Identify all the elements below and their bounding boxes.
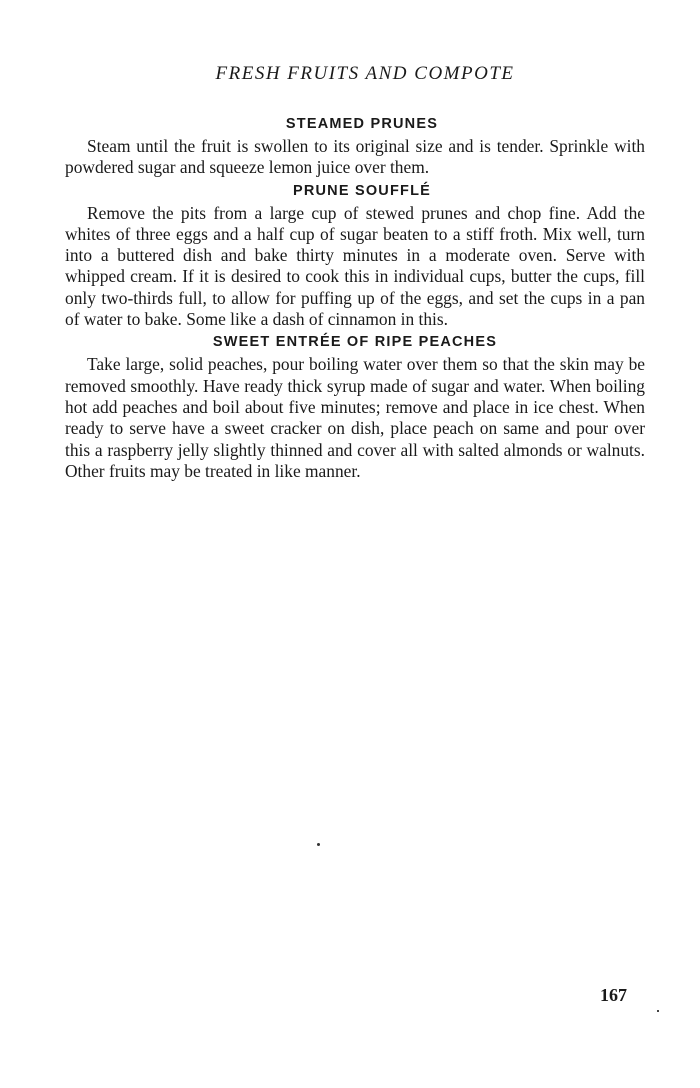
page-number: 167 [600,985,627,1005]
recipe-steamed-prunes [65,114,645,179]
running-head: FRESH FRUITS AND COMPOTE [215,63,515,84]
recipe-text: Steam until the fruit is swollen to its original size and is tender. Sprinkle with powdered sugar and squeeze lemon juice over them. [65,136,645,178]
recipe-title: STEAMED PRUNES [285,116,439,132]
ink-speck [317,843,320,846]
ink-speck [657,1010,659,1012]
recipe-title: SWEET ENTRÉE OF RIPE PEACHES [212,334,498,351]
recipe-text: Take large, solid peaches, pour boiling water over them so that the skin may be removed smoothly. Have ready thick syrup made of sugar and water. When boiling hot add peaches and boil about five minutes; remove and place in ice chest. When ready to serve have a sweet cracker on dish, place peach on same and pour over this a raspberry jelly slightly thinned and cover all with salted almonds or walnuts. Other fruits may be treated in like manner. [65,354,645,481]
book-page [65,62,645,482]
recipe-text: Remove the pits from a large cup of stewed prunes and chop fine. Add the whites of three eggs and a half cup of sugar beaten to a stiff froth. Mix well, turn into a buttered dish and bake thirty minutes in a moderate oven. Serve with whipped cream. If it is desired to cook this in individual cups, butter the cups, fill only two-thirds full, to allow for puffing up of the eggs, and set the cups in a pan of water to bake. Some like a dash of cinnamon in this. [65,202,645,330]
recipe-prune-souffle [65,181,645,331]
recipe-sweet-entree-peaches [65,332,645,482]
recipe-title: PRUNE SOUFFLÉ [292,182,432,199]
